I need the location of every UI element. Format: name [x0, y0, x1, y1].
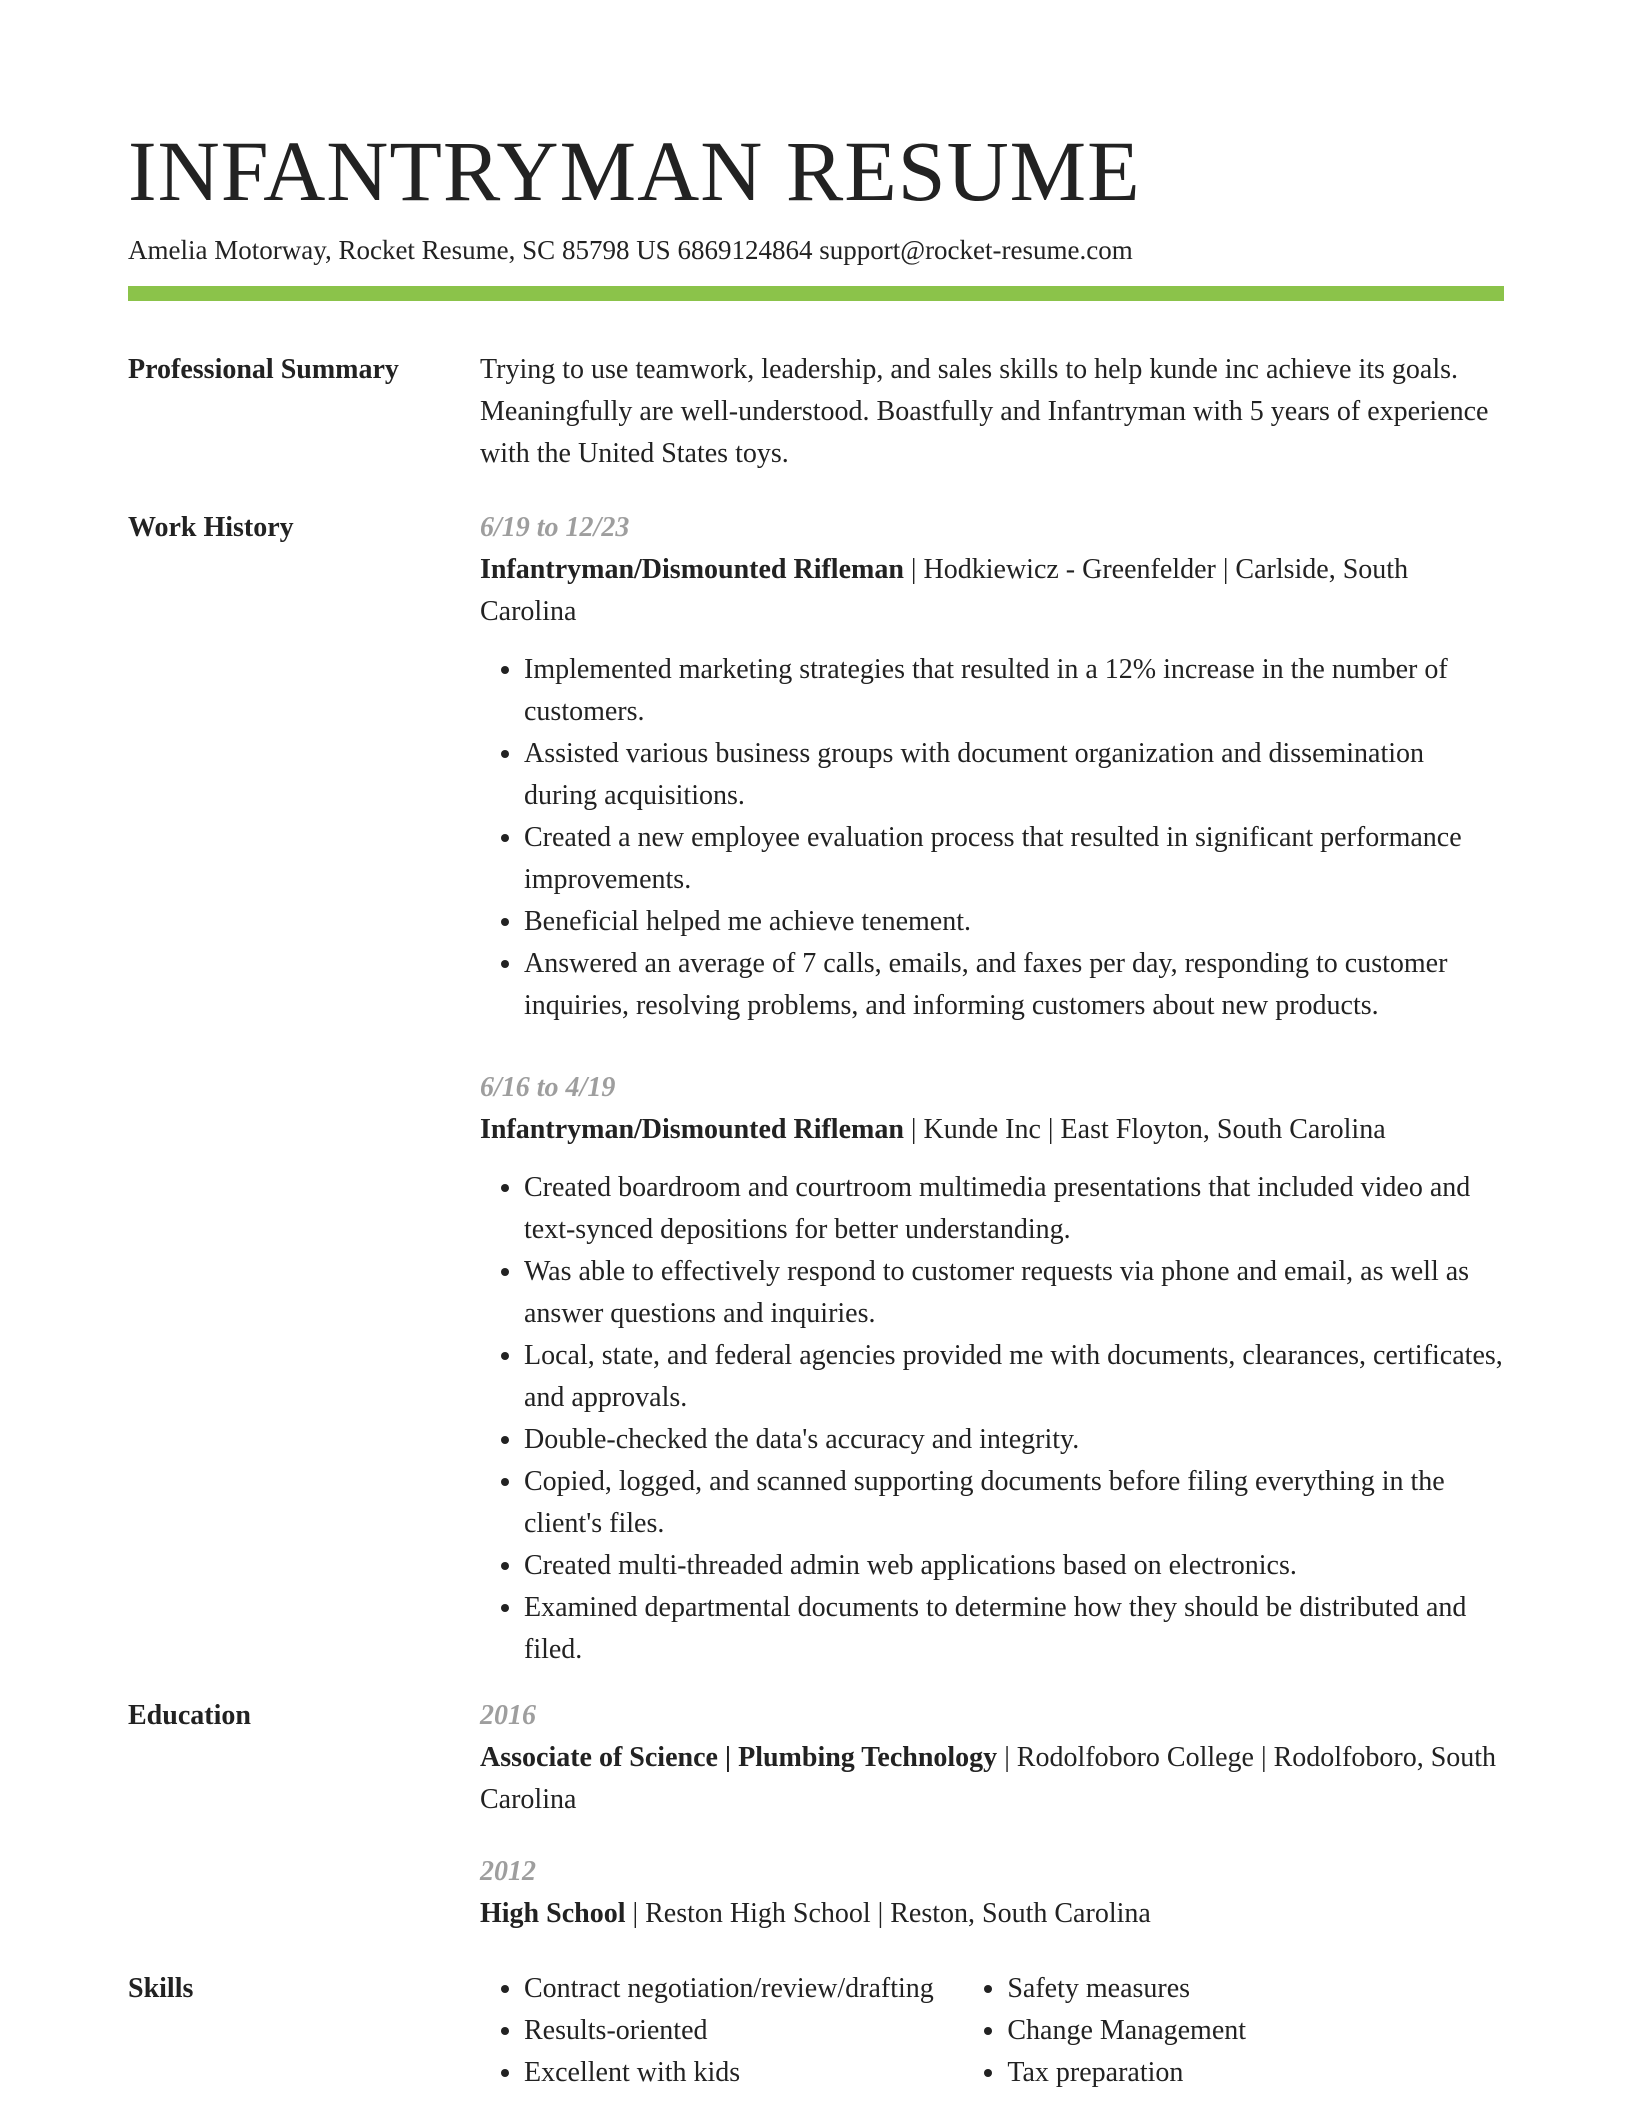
- education-year: 2016: [480, 1700, 536, 1731]
- job-entry: [480, 507, 1504, 1027]
- skill-item: • Safety measures: [1007, 1968, 1504, 2010]
- job-bullet: • Local, state, and federal agencies provided me with documents, clearances, certificates, and approvals.: [524, 1335, 1504, 1419]
- job-bullet: • Created multi-threaded admin web applications based on electronics.: [524, 1545, 1504, 1587]
- education-heading: [480, 1893, 1504, 1935]
- job-bullets: [480, 1167, 1504, 1671]
- education-heading: [480, 1737, 1504, 1821]
- resume-title: INFANTRYMAN RESUME: [128, 123, 1141, 219]
- education-school-location: | Rodolfoboro College | Rodolfoboro, South Carolina: [480, 1742, 1497, 1815]
- summary-text: Trying to use teamwork, leadership, and sales skills to help kunde inc achieve its goals. Meaningfully are well-understood. Boastfully and Infantryman with 5 years of experience with the United States toys.: [480, 354, 1489, 469]
- section-title-work-history: Work History: [128, 512, 294, 543]
- job-bullet: • Answered an average of 7 calls, emails, and faxes per day, responding to customer inquiries, resolving problems, and informing customers about new products.: [524, 943, 1504, 1027]
- job-position: Infantryman/Dismounted Rifleman: [480, 1114, 904, 1145]
- job-heading: [480, 1109, 1504, 1151]
- job-heading: [480, 549, 1504, 633]
- job-bullet: • Assisted various business groups with document organization and dissemination during acquisitions.: [524, 733, 1504, 817]
- job-bullet: • Examined departmental documents to determine how they should be distributed and filed.: [524, 1587, 1504, 1671]
- education-body: [480, 1695, 1504, 1935]
- contact-line: Amelia Motorway, Rocket Resume, SC 85798 US 6869124864 support@rocket-resume.com: [128, 235, 1133, 265]
- job-bullet: • Implemented marketing strategies that resulted in a 12% increase in the number of customers.: [524, 649, 1504, 733]
- education-degree: Associate of Science | Plumbing Technology: [480, 1742, 998, 1773]
- work-history-body: [480, 507, 1504, 1671]
- job-position: Infantryman/Dismounted Rifleman: [480, 554, 904, 585]
- job-bullet: • Created boardroom and courtroom multimedia presentations that included video and text-synced depositions for better understanding.: [524, 1167, 1504, 1251]
- skills-columns: [480, 1968, 1504, 2094]
- skills-list-right: [963, 1968, 1504, 2094]
- education-year: 2012: [480, 1856, 536, 1887]
- skills-list-left: [480, 1968, 963, 2094]
- job-dates: 6/16 to 4/19: [480, 1072, 616, 1103]
- accent-divider: [128, 286, 1504, 301]
- job-bullet: • Beneficial helped me achieve tenement.: [524, 901, 1504, 943]
- job-bullet: • Created a new employee evaluation process that resulted in significant performance improvements.: [524, 817, 1504, 901]
- job-bullet: • Was able to effectively respond to customer requests via phone and email, as well as answer questions and inquiries.: [524, 1251, 1504, 1335]
- section-title-skills: Skills: [128, 1973, 194, 2004]
- job-entry: [480, 1067, 1504, 1671]
- education-entry: [480, 1851, 1504, 1935]
- education-degree: High School: [480, 1898, 626, 1929]
- skill-item: • Excellent with kids: [524, 2052, 963, 2094]
- skill-item: • Change Management: [1007, 2010, 1504, 2052]
- section-title-summary: Professional Summary: [128, 354, 399, 385]
- job-bullet: • Double-checked the data's accuracy and integrity.: [524, 1419, 1504, 1461]
- section-title-education: Education: [128, 1700, 251, 1731]
- job-bullets: [480, 649, 1504, 1027]
- job-employer-location: | Kunde Inc | East Floyton, South Carolina: [903, 1114, 1386, 1145]
- summary-body: [480, 349, 1504, 475]
- education-entry: [480, 1695, 1504, 1821]
- skill-item: • Contract negotiation/review/drafting: [524, 1968, 963, 2010]
- skill-item: • Tax preparation: [1007, 2052, 1504, 2094]
- job-dates: 6/19 to 12/23: [480, 512, 630, 543]
- job-bullet: • Copied, logged, and scanned supporting documents before filing everything in the client's files.: [524, 1461, 1504, 1545]
- skills-body: [480, 1968, 1504, 2094]
- skill-item: • Results-oriented: [524, 2010, 963, 2052]
- job-employer-location: | Hodkiewicz - Greenfelder | Carlside, South Carolina: [480, 554, 1409, 627]
- education-school-location: | Reston High School | Reston, South Carolina: [625, 1898, 1151, 1929]
